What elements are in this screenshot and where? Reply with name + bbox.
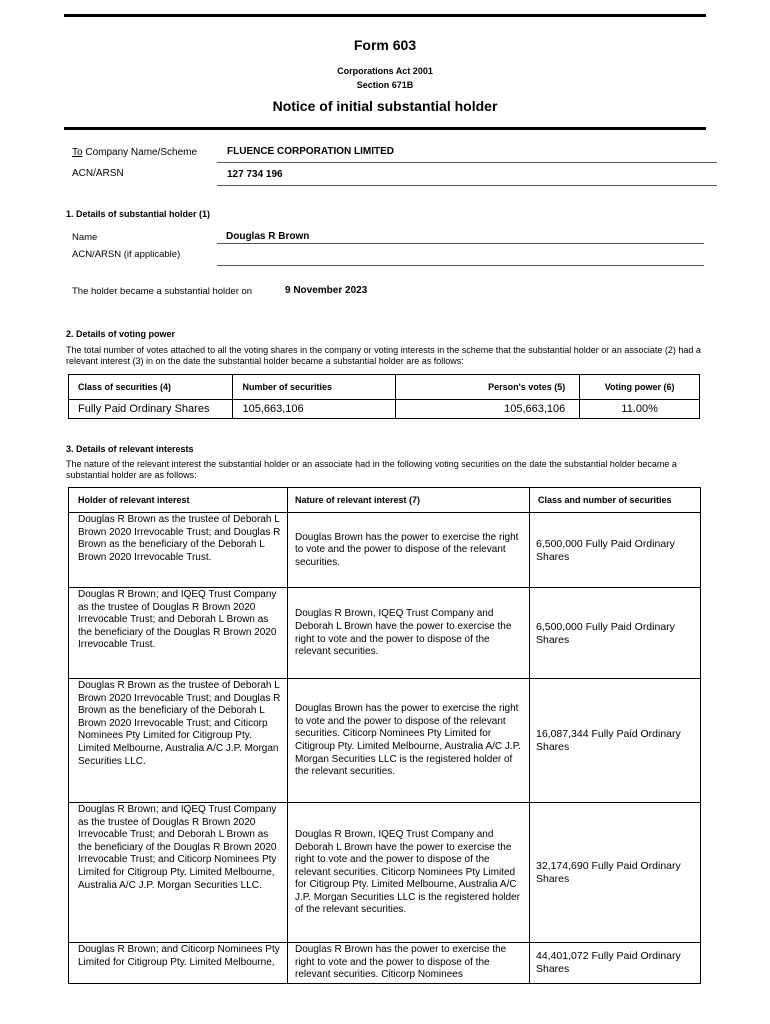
voting-power-table [68, 374, 700, 419]
col-holder: Holder of relevant interest [69, 488, 288, 513]
section2-description: The total number of votes attached to all the voting shares in the company or voting interests in the scheme that the substantial holder or an associate (2) had a relevant interest (3) in on the date the substantial holder became a substantial holder are as follows: [66, 345, 701, 366]
section1-heading: 1. Details of substantial holder (1) [66, 209, 211, 219]
section2-heading: 2. Details of voting power [66, 329, 176, 339]
col-voting-power: Voting power (6) [580, 375, 700, 400]
securities-cell: 44,401,072 Fully Paid Ordinary Shares [530, 943, 701, 984]
section3-heading: 3. Details of relevant interests [66, 444, 194, 454]
became-date: 9 November 2023 [285, 285, 368, 296]
holder-cell: Douglas R Brown; and IQEQ Trust Company as the trustee of Douglas R Brown 2020 Irrevocable Trust; and Deborah L Brown as the beneficiary of the Douglas R Brown 2020 Irrevocable Trust; and Citicorp Nominees Pty Limited for Citigroup Pty. Limited Melbourne, Australia A/C J.P. Morgan Securities LLC. [69, 803, 288, 943]
acn-label: ACN/ARSN [72, 168, 124, 179]
acn-value: 127 734 196 [227, 169, 283, 180]
nature-cell: Douglas R Brown has the power to exercise the right to vote and the power to dispose of the relevant securities. Citicorp Nominees [288, 943, 530, 984]
notice-title: Notice of initial substantial holder [272, 98, 498, 114]
holder-acn-line [217, 265, 704, 266]
company-name-value: FLUENCE CORPORATION LIMITED [227, 146, 395, 157]
securities-cell: 16,087,344 Fully Paid Ordinary Shares [530, 679, 701, 803]
col-class: Class of securities (4) [69, 375, 233, 400]
nature-cell: Douglas R Brown, IQEQ Trust Company and Deborah L Brown have the power to exercise the right to vote and the power to dispose of the relevant securities. [288, 588, 530, 679]
act-subtitle: Corporations Act 2001 [337, 66, 433, 76]
table-row [69, 513, 701, 588]
nature-cell: Douglas R Brown, IQEQ Trust Company and Deborah L Brown have the power to exercise the right to vote and the power to dispose of the relevant securities. Citicorp Nominees Pty Limited for Citigroup Pty. Limited Melbourne, Australia A/C J.P. Morgan Securities LLC is the registered holder of the relevant securities. [288, 803, 530, 943]
voting-header-row [69, 375, 700, 400]
holder-name-value: Douglas R Brown [226, 231, 310, 242]
table-row [69, 803, 701, 943]
col-persons-votes: Person's votes (5) [395, 375, 580, 400]
cell-persons-votes: 105,663,106 [395, 400, 580, 419]
section-subtitle: Section 671B [356, 80, 414, 90]
top-rule [64, 14, 706, 17]
nature-cell: Douglas Brown has the power to exercise the right to vote and the power to dispose of the relevant securities. [288, 513, 530, 588]
relevant-interests-table [68, 487, 701, 984]
table-row [69, 588, 701, 679]
voting-data-row [69, 400, 700, 419]
header-rule [64, 127, 706, 130]
table-row [69, 943, 701, 984]
table-row [69, 679, 701, 803]
holder-name-label: Name [72, 232, 98, 243]
securities-cell: 32,174,690 Fully Paid Ordinary Shares [530, 803, 701, 943]
col-securities: Class and number of securities [530, 488, 701, 513]
securities-cell: 6,500,000 Fully Paid Ordinary Shares [530, 513, 701, 588]
securities-cell: 6,500,000 Fully Paid Ordinary Shares [530, 588, 701, 679]
holder-acn-label: ACN/ARSN (if applicable) [72, 249, 181, 260]
nature-cell: Douglas Brown has the power to exercise the right to vote and the power to dispose of the relevant securities. Citicorp Nominees Pty Limited for Citigroup Pty. Limited Melbourne, Australia A/C J.P. Morgan Securities LLC is the registered holder of the relevant securities. [288, 679, 530, 803]
col-nature: Nature of relevant interest (7) [288, 488, 530, 513]
cell-number: 105,663,106 [233, 400, 395, 419]
page-bottom-edge [68, 983, 700, 984]
section3-description: The nature of the relevant interest the substantial holder or an associate had in the following voting securities on the date the substantial holder became a substantial holder are as follows: [66, 459, 677, 480]
company-line [217, 162, 717, 163]
cell-class: Fully Paid Ordinary Shares [69, 400, 233, 419]
holder-cell: Douglas R Brown; and IQEQ Trust Company as the trustee of Douglas R Brown 2020 Irrevocable Trust; and Deborah L Brown as the beneficiary of the Douglas R Brown 2020 Irrevocable Trust. [69, 588, 288, 679]
col-number: Number of securities [233, 375, 395, 400]
holder-name-line [217, 243, 704, 244]
to-label: To Company Name/Scheme [72, 147, 198, 158]
acn-line [217, 185, 717, 186]
relevant-header-row [69, 488, 701, 513]
became-label: The holder became a substantial holder on [72, 286, 253, 297]
holder-cell: Douglas R Brown as the trustee of Deborah L Brown 2020 Irrevocable Trust; and Douglas R Brown as the beneficiary of the Deborah L Brown 2020 Irrevocable Trust; and Citicorp Nominees Pty Limited for Citigroup Pty. Limited Melbourne, Australia A/C J.P. Morgan Securities LLC. [69, 679, 288, 803]
holder-cell: Douglas R Brown as the trustee of Deborah L Brown 2020 Irrevocable Trust; and Douglas R Brown as the beneficiary of the Deborah L Brown 2020 Irrevocable Trust. [69, 513, 288, 588]
form-title: Form 603 [353, 37, 417, 53]
cell-voting-power: 11.00% [580, 400, 700, 419]
holder-cell: Douglas R Brown; and Citicorp Nominees Pty Limited for Citigroup Pty. Limited Melbourne, [69, 943, 288, 984]
